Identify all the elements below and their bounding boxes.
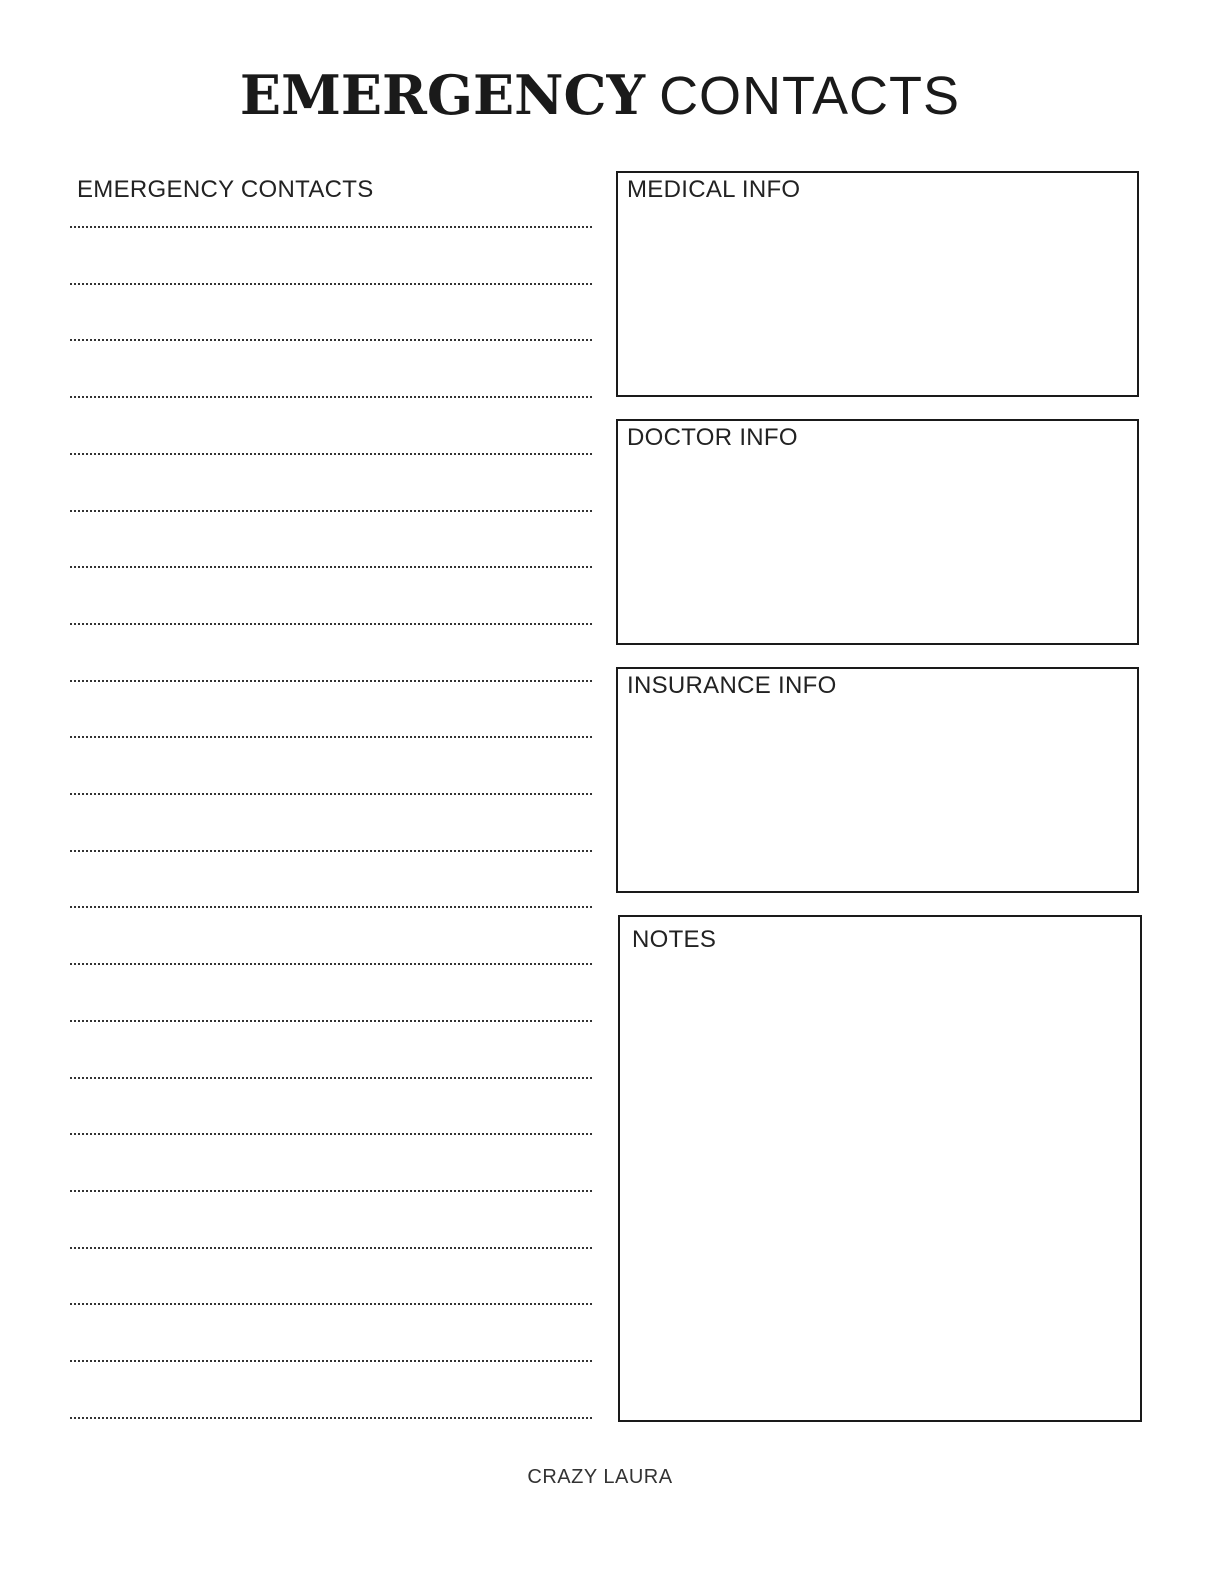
notes-label: NOTES [632, 926, 717, 953]
page-title-light: CONTACTS [659, 66, 961, 126]
contact-line[interactable] [70, 396, 592, 398]
contact-line[interactable] [70, 1360, 592, 1362]
contact-line[interactable] [70, 1133, 592, 1135]
doctor-info-label: DOCTOR INFO [627, 424, 798, 451]
emergency-contacts-label: EMERGENCY CONTACTS [77, 176, 374, 203]
contact-line[interactable] [70, 283, 592, 285]
contact-line[interactable] [70, 736, 592, 738]
contact-line[interactable] [70, 906, 592, 908]
contact-line[interactable] [70, 1190, 592, 1192]
contact-line[interactable] [70, 1247, 592, 1249]
doctor-info-box[interactable] [616, 419, 1139, 645]
contact-line[interactable] [70, 850, 592, 852]
medical-info-label: MEDICAL INFO [627, 176, 801, 203]
contact-line[interactable] [70, 510, 592, 512]
contact-line[interactable] [70, 1077, 592, 1079]
contact-line[interactable] [70, 793, 592, 795]
medical-info-box[interactable] [616, 171, 1139, 397]
contact-line[interactable] [70, 566, 592, 568]
page-title [0, 63, 1200, 127]
notes-box[interactable] [618, 915, 1142, 1422]
contact-line[interactable] [70, 963, 592, 965]
contact-line[interactable] [70, 1020, 592, 1022]
contact-line[interactable] [70, 680, 592, 682]
footer-brand: CRAZY LAURA [527, 1466, 673, 1488]
insurance-info-label: INSURANCE INFO [627, 672, 837, 699]
contact-line[interactable] [70, 1303, 592, 1305]
contact-line[interactable] [70, 453, 592, 455]
contact-line[interactable] [70, 1417, 592, 1419]
page-title-bold: EMERGENCY [239, 63, 646, 127]
contact-line[interactable] [70, 339, 592, 341]
contact-line[interactable] [70, 623, 592, 625]
contact-line[interactable] [70, 226, 592, 228]
insurance-info-box[interactable] [616, 667, 1139, 893]
